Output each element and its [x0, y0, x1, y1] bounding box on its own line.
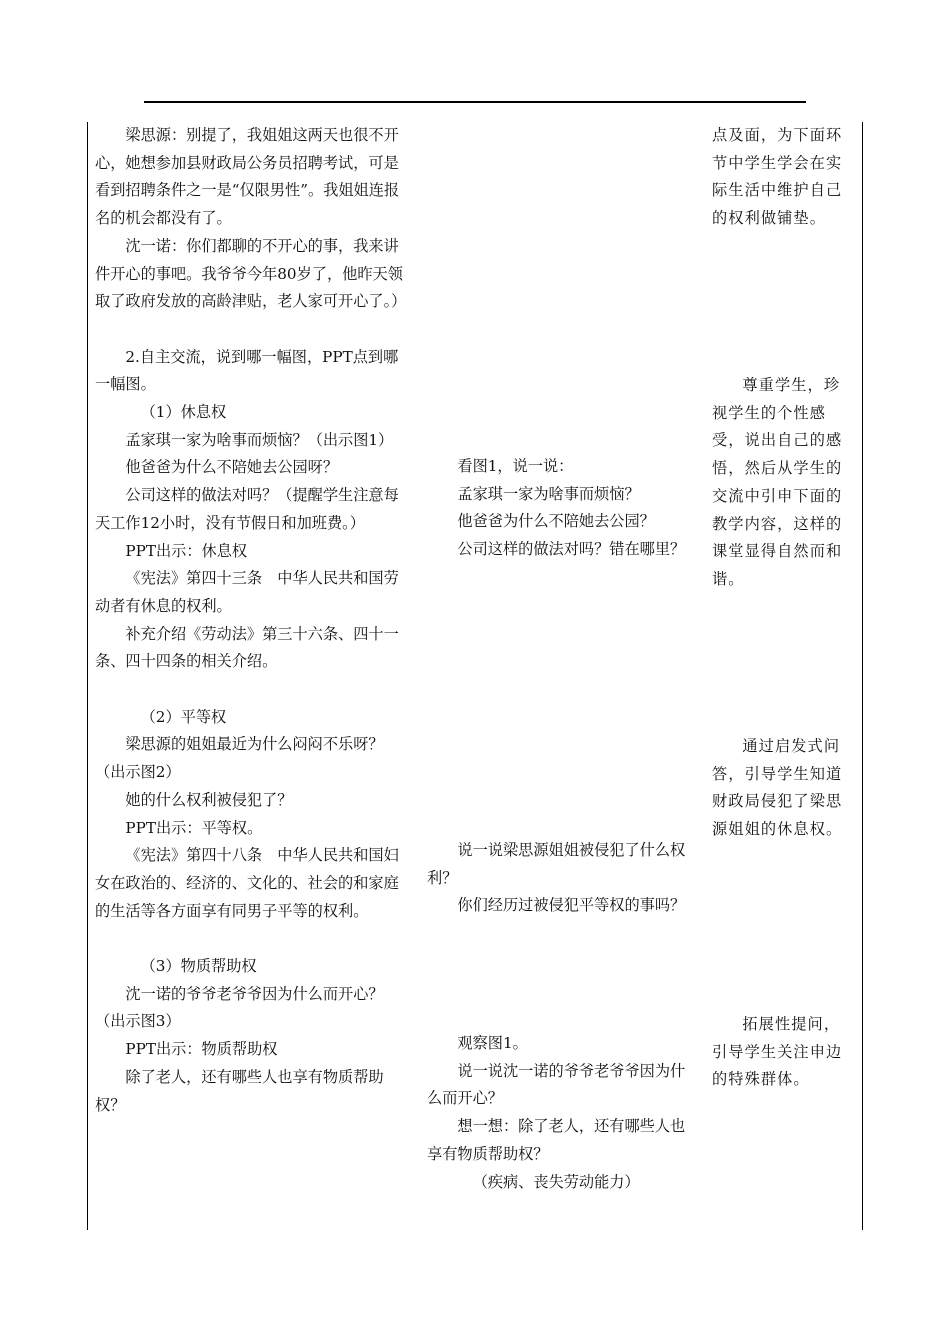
rest-line: 公司这样的做法对吗？（提醒学生注意每天工作12小时，没有节假日和加班费。）	[95, 486, 399, 532]
design-note-4	[712, 1011, 854, 1094]
equality-line: 她的什么权利被侵犯了？	[125, 790, 293, 809]
activity-line: 公司这样的做法对吗？错在哪里？	[457, 540, 686, 559]
header-rule	[144, 101, 806, 103]
material-line: 除了老人，还有哪些人也享有物质帮助权？	[95, 1067, 384, 1114]
activity-line: 说一说梁思源姐姐被侵犯了什么权利？	[427, 841, 686, 887]
design-note-text: 通过启发式问答，引导学生知道财政局侵犯了梁思源姐姐的休息权。	[712, 737, 843, 839]
dialogue-liang: 梁思源：别提了，我姐姐这两天也很不开心，她想参加县财政局公务员招聘考试，可是看到招聘条件之一是“仅限男性”。我姐姐连报名的机会都没有了。	[95, 126, 400, 228]
rest-line: 他爸爸为什么不陪她去公园呀？	[125, 458, 339, 477]
design-note-2	[712, 372, 854, 594]
design-note-text: 拓展性提问，引导学生关注申边的特殊群体。	[712, 1015, 843, 1089]
activity-line: 想一想：除了老人，还有哪些人也享有物质帮助权？	[427, 1117, 686, 1163]
design-note-1	[712, 122, 854, 233]
activity-line: 说一说沈一诺的爷爷老爷爷因为什么而开心？	[427, 1061, 686, 1108]
section-intro: 2.自主交流，说到哪一幅图，PPT点到哪一幅图。	[95, 347, 399, 394]
dialogue-shen: 沈一诺：你们都聊的不开心的事，我来讲件开心的事吧。我爷爷今年80岁了，他昨天领取了政府发放的高龄津贴，老人家可开心了。）	[95, 236, 407, 311]
activity-note: （疾病、丧失劳动能力）	[472, 1172, 640, 1191]
equality-line: 梁思源的姐姐最近为什么闷闷不乐呀？（出示图2）	[95, 735, 384, 782]
activity-line: 他爸爸为什么不陪她去公园？	[457, 512, 655, 531]
material-heading: （3）物质帮助权	[140, 957, 257, 976]
rest-heading: （1）休息权	[140, 403, 227, 422]
material-line: 沈一诺的爷爷老爷爷因为什么而开心？（出示图3）	[95, 984, 384, 1031]
design-note-3	[712, 733, 854, 844]
equality-heading: （2）平等权	[140, 707, 227, 726]
student-activity-block-3	[427, 1030, 695, 1196]
design-note-text: 点及面，为下面环节中学生学会在实际生活中维护自己的权利做铺垫。	[712, 126, 843, 228]
rest-line: PPT出示：休息权	[125, 541, 248, 560]
student-activity-block-1	[427, 453, 695, 564]
material-line: PPT出示：物质帮助权	[125, 1040, 278, 1059]
table-left-border	[87, 122, 88, 1230]
rest-line: 补充介绍《劳动法》第三十六条、四十一条、四十四条的相关介绍。	[95, 624, 399, 671]
teaching-process-column	[95, 122, 409, 1119]
equality-line: 《宪法》第四十八条 中华人民共和国妇女在政治的、经济的、文化的、社会的和家庭的生活等各方面享有同男子平等的权利。	[95, 846, 399, 920]
activity-line: 孟家琪一家为啥事而烦恼？	[457, 484, 640, 503]
activity-line: 看图1，说一说：	[457, 457, 574, 475]
table-right-border	[862, 122, 863, 1230]
design-note-text: 尊重学生，珍视学生的个性感受，说出自己的感悟，然后从学生的交流中引申下面的教学内容，这样的课堂显得自然而和谐。	[712, 376, 843, 588]
equality-line: PPT出示：平等权。	[125, 818, 263, 837]
rest-line: 孟家琪一家为啥事而烦恼？（出示图1）	[125, 430, 394, 449]
rest-line: 《宪法》第四十三条 中华人民共和国劳动者有休息的权利。	[95, 569, 399, 615]
student-activity-block-2	[427, 837, 695, 920]
activity-line: 观察图1。	[457, 1034, 528, 1052]
activity-line: 你们经历过被侵犯平等权的事吗？	[457, 896, 686, 915]
